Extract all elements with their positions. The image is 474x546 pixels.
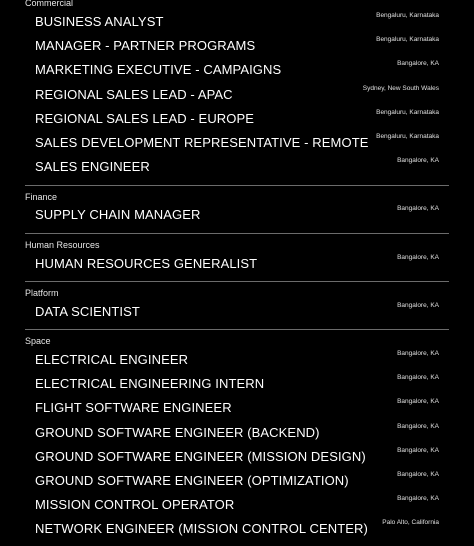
job-title: GROUND SOFTWARE ENGINEER (BACKEND) (35, 425, 320, 440)
job-location: Bangalore, KA (397, 350, 439, 357)
job-title: SALES ENGINEER (35, 159, 150, 174)
job-listing[interactable] (25, 473, 449, 495)
job-title: FLIGHT SOFTWARE ENGINEER (35, 400, 232, 415)
job-listing[interactable] (25, 14, 449, 36)
section-label-human-resources: Human Resources (25, 240, 100, 250)
job-listing[interactable] (25, 376, 449, 398)
job-location: Bengaluru, Karnataka (376, 12, 439, 19)
job-location: Bangalore, KA (397, 60, 439, 67)
job-title: BUSINESS ANALYST (35, 14, 164, 29)
job-location: Bangalore, KA (397, 423, 439, 430)
section-label-space: Space (25, 336, 51, 346)
section-divider (25, 329, 449, 330)
job-title: SUPPLY CHAIN MANAGER (35, 207, 201, 222)
job-title: SALES DEVELOPMENT REPRESENTATIVE - REMOTE (35, 135, 369, 150)
job-location: Bangalore, KA (397, 398, 439, 405)
job-listing[interactable] (25, 521, 449, 543)
job-listing[interactable] (25, 38, 449, 60)
job-location: Bangalore, KA (397, 471, 439, 478)
job-location: Bengaluru, Karnataka (376, 109, 439, 116)
job-location: Bangalore, KA (397, 447, 439, 454)
job-listing[interactable] (25, 62, 449, 84)
job-listing[interactable] (25, 256, 449, 278)
job-listing[interactable] (25, 135, 449, 157)
job-listing[interactable] (25, 497, 449, 519)
section-label-platform: Platform (25, 288, 59, 298)
job-title: ELECTRICAL ENGINEERING INTERN (35, 376, 265, 391)
job-location: Sydney, New South Wales (362, 85, 439, 92)
job-listing[interactable] (25, 159, 449, 181)
job-title: MANAGER - PARTNER PROGRAMS (35, 38, 256, 53)
job-title: NETWORK ENGINEER (MISSION CONTROL CENTER) (35, 521, 368, 536)
job-location: Bangalore, KA (397, 157, 439, 164)
job-location: Bangalore, KA (397, 495, 439, 502)
job-listing[interactable] (25, 207, 449, 229)
job-title: DATA SCIENTIST (35, 304, 140, 319)
section-label-commercial: Commercial (25, 0, 74, 8)
job-location: Bengaluru, Karnataka (376, 133, 439, 140)
job-location: Palo Alto, California (382, 519, 439, 526)
job-location: Bangalore, KA (397, 302, 439, 309)
job-listing[interactable] (25, 449, 449, 471)
job-title: ELECTRICAL ENGINEER (35, 352, 189, 367)
job-location: Bangalore, KA (397, 205, 439, 212)
job-location: Bengaluru, Karnataka (376, 36, 439, 43)
job-location: Bangalore, KA (397, 254, 439, 261)
job-listing[interactable] (25, 87, 449, 109)
job-title: GROUND SOFTWARE ENGINEER (OPTIMIZATION) (35, 473, 349, 488)
job-title: REGIONAL SALES LEAD - EUROPE (35, 111, 255, 126)
job-listing[interactable] (25, 425, 449, 447)
job-title: REGIONAL SALES LEAD - APAC (35, 87, 233, 102)
job-listing[interactable] (25, 352, 449, 374)
section-divider (25, 185, 449, 186)
job-title: MARKETING EXECUTIVE - CAMPAIGNS (35, 62, 282, 77)
section-divider (25, 281, 449, 282)
job-listing[interactable] (25, 304, 449, 326)
job-location: Bangalore, KA (397, 374, 439, 381)
job-title: HUMAN RESOURCES GENERALIST (35, 256, 258, 271)
section-label-finance: Finance (25, 192, 58, 202)
job-listing[interactable] (25, 400, 449, 422)
job-title: MISSION CONTROL OPERATOR (35, 497, 235, 512)
job-listing[interactable] (25, 111, 449, 133)
job-title: GROUND SOFTWARE ENGINEER (MISSION DESIGN) (35, 449, 366, 464)
section-divider (25, 233, 449, 234)
